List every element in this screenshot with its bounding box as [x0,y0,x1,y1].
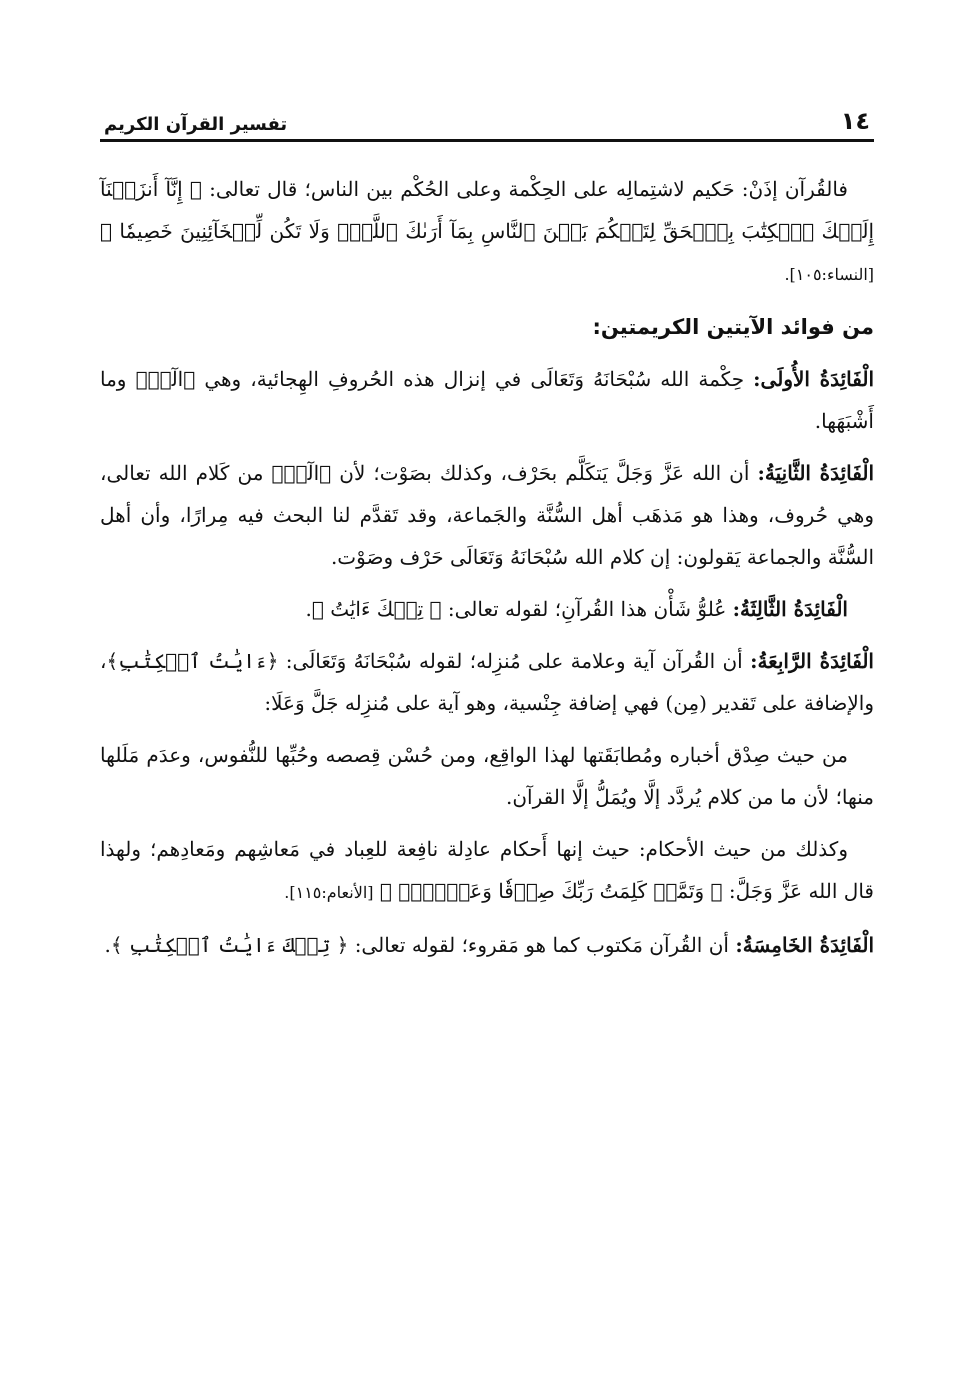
benefit-term: الْفَائِدَةُ الرَّابِعَةُ: [750,649,874,673]
benefit-text: عُلوُّ شَأْن هذا القُرآنِ؛ لقوله تعالى: [447,597,727,621]
truth-paragraph: من حيث صِدْق أخباره ومُطابَقَتها لهذا الواقِع، ومن حُسْن قِصصه وحُبِّها للنُّفوس، وعدَم مَلَلها منها؛ لأن ما من كلام يُردَّد إلَّا ويُمَلُّ إلَّا القرآن. [100,743,874,809]
intro-text: فالقُرآن إذَنْ: حَكيم لاشتِمالِه على الحِكْمة وعلى الحُكْم بين الناس؛ قال تعالى: [209,177,848,201]
page-header [100,104,874,142]
intro-paragraph [100,168,874,296]
page-number: ١٤ [840,107,870,135]
page-body [100,168,874,966]
benefit-2 [100,452,874,578]
benefit-text: أن القُرآن مَكتوب كما هو مَقروء؛ لقوله تعالى: [354,933,729,957]
running-title: تفسير القرآن الكريم [104,114,288,135]
quran-verse: ﴿الٓرۚ﴾ [135,367,196,391]
quran-verse: ﴿ إِنَّآ أَنزَلۡنَآ إِلَيۡكَ ٱلۡكِتَٰبَ بِٱلۡحَقِّ لِتَحۡكُمَ بَيۡنَ ٱلنَّاسِ بِمَآ أَرَىٰكَ ٱللَّهُۚ وَلَا تَكُن لِّلۡخَآئِنِينَ خَصِيمٗا ﴾ [100,177,874,243]
quran-verse: ﴿الٓرۚ﴾ [271,461,332,485]
benefit-5 [100,924,874,966]
benefit-text-end: وما أَشْبَهَها. [100,367,874,433]
benefit-1 [100,358,874,442]
quran-verse: ﴿ تِلۡكَ ءَايَٰتُ ﴾ [311,597,442,621]
benefit-text: حِكْمة الله سُبْحَانَهُ وَتَعَالَى في إنزال هذه الحُروفِ الهِجائية، وهي [204,367,745,391]
benefit-4 [100,640,874,724]
quran-verse: ﴿ وَتَمَّتۡ كَلِمَتُ رَبِّكَ صِدۡقٗا وَعَدۡلٗاۚ ﴾ [379,879,723,903]
rulings-paragraph [100,828,874,914]
benefit-text-end: . [104,933,111,957]
rulings-text: وكذلك من حيث الأحكام: حيث إنها أَحكام عادِلة نافِعة للعِباد في مَعاشِهم ومَعادِهم؛ ولهذا قال الله عَزَّ وَجَلَّ: [100,837,874,903]
section-heading: من فوائد الآيتين الكريمتين: [592,315,874,339]
benefit-term: الْفَائِدَةُ الأُولَى: [753,367,875,391]
benefit-text: أن الله عَزَّ وَجَلَّ يَتكَلَّم بحَرْف، وكذلك بصَوْت؛ لأن [339,461,750,485]
verse-reference: [الأنعام:١١٥]. [284,883,374,902]
benefit-text-continued: ، والإضافة على تَقدير (مِن) فهي إضافة جِنْسية، وهو آية على مُنزِله جَلَّ وَعَلَا: [100,649,874,715]
benefit-text-end: . [305,597,312,621]
benefit-text-continued: من كَلام الله تعالى، وهي حُروف، وهذا هو مَذهَب أهل السُّنَّة والجَماعة، وقد تَقدَّم لنا البحث فيه مِرارًا، وأن أهل السُّنَّة والجماعة يَقولون: إن كلام الله سُبْحَانَهُ وَتَعَالَى حَرْف وصَوْت. [100,461,874,569]
quran-verse: ﴿ءَايَٰتُ ٱلۡكِتَٰبِ﴾ [106,649,279,673]
benefit-3 [100,588,874,630]
benefit-term: الْفَائِدَةُ الثَّالِثَةُ: [732,597,848,621]
book-page [100,104,874,976]
verse-reference: [النساء:١٠٥]. [784,265,874,284]
benefit-term: الْفَائِدَةُ الثَّانِيَةُ: [757,461,875,485]
quran-verse: ﴿ تِلۡكَ ءَايَٰتُ ٱلۡكِتَٰبِ ﴾ [110,933,349,957]
benefit-text: أن القُرآن آية وعلامة على مُنزِله؛ لقوله سُبْحَانَهُ وَتَعَالَى: [285,649,743,673]
benefit-term: الْفَائِدَةُ الخَامِسَةُ: [735,933,874,957]
